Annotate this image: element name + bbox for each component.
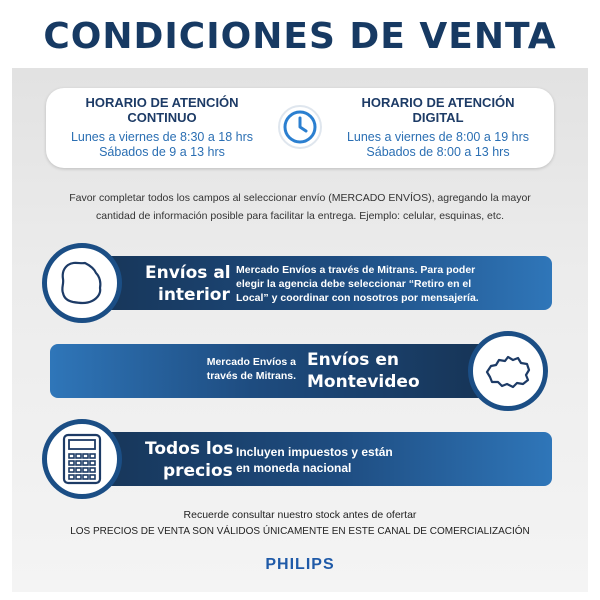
hours-continuous-saturday: Sábados de 9 a 13 hrs — [99, 145, 225, 159]
clock-icon — [277, 104, 323, 150]
prices-text — [236, 444, 393, 476]
montevideo-text — [190, 355, 296, 383]
montevideo-circle — [468, 331, 548, 411]
stock-reminder: Recuerde consultar nuestro stock antes de ofertar — [183, 509, 417, 521]
interior-heading — [145, 262, 231, 306]
hours-digital-title-line1: HORARIO DE ATENCIÓN — [361, 95, 515, 110]
shipping-note-line1: Favor completar todos los campos al seleccionar envío (MERCADO ENVÍOS), agregando la mayor — [69, 192, 531, 204]
hours-continuous-title-line2: CONTINUO — [127, 110, 197, 125]
prices-heading-line2: precios — [163, 461, 233, 481]
hours-digital-saturday: Sábados de 8:00 a 13 hrs — [366, 145, 510, 159]
interior-text-line1: Mercado Envíos a través de Mitrans. Para poder — [236, 264, 476, 276]
price-validity-notice: LOS PRECIOS DE VENTA SON VÁLIDOS ÚNICAMENTE EN ESTE CANAL DE COMERCIALIZACIÓN — [70, 526, 530, 537]
shipping-note — [40, 189, 560, 225]
prices-heading-line1: Todos los — [145, 439, 234, 459]
brand-logo: PHILIPS — [265, 556, 335, 573]
montevideo-heading-line2: Montevideo — [307, 372, 420, 392]
montevideo-heading — [307, 349, 420, 393]
calculator-icon — [57, 431, 107, 487]
prices-text-line2: en moneda nacional — [236, 461, 352, 475]
uruguay-map-icon — [54, 255, 110, 311]
hours-digital-title-line2: DIGITAL — [412, 110, 464, 125]
interior-text-line3: Local” y coordinar con nosotros por mensajería. — [236, 292, 479, 304]
montevideo-heading-line1: Envíos en — [307, 350, 399, 370]
hours-continuous-title-line1: HORARIO DE ATENCIÓN — [85, 95, 239, 110]
prices-circle — [42, 419, 122, 499]
interior-heading-line1: Envíos al — [145, 263, 231, 283]
hours-digital — [328, 95, 548, 160]
page-title: CONDICIONES DE VENTA — [43, 16, 557, 57]
shipping-note-line2: cantidad de información posible para facilitar la entrega. Ejemplo: celular, esquinas, etc. — [96, 210, 504, 222]
montevideo-text-line2: través de Mitrans. — [206, 370, 296, 382]
prices-heading — [145, 438, 234, 482]
montevideo-map-icon — [479, 342, 537, 400]
hours-continuous-weekdays: Lunes a viernes de 8:30 a 18 hrs — [70, 130, 254, 144]
hours-digital-weekdays: Lunes a viernes de 8:00 a 19 hrs — [346, 130, 530, 144]
interior-text — [236, 263, 479, 305]
hours-continuous — [52, 95, 272, 160]
montevideo-text-line1: Mercado Envíos a — [206, 356, 296, 368]
hours-card — [46, 88, 554, 168]
prices-text-line1: Incluyen impuestos y están — [236, 445, 393, 459]
interior-text-line2: elegir la agencia debe seleccionar “Retiro en el — [236, 278, 472, 290]
interior-heading-line2: interior — [158, 285, 230, 305]
interior-circle — [42, 243, 122, 323]
